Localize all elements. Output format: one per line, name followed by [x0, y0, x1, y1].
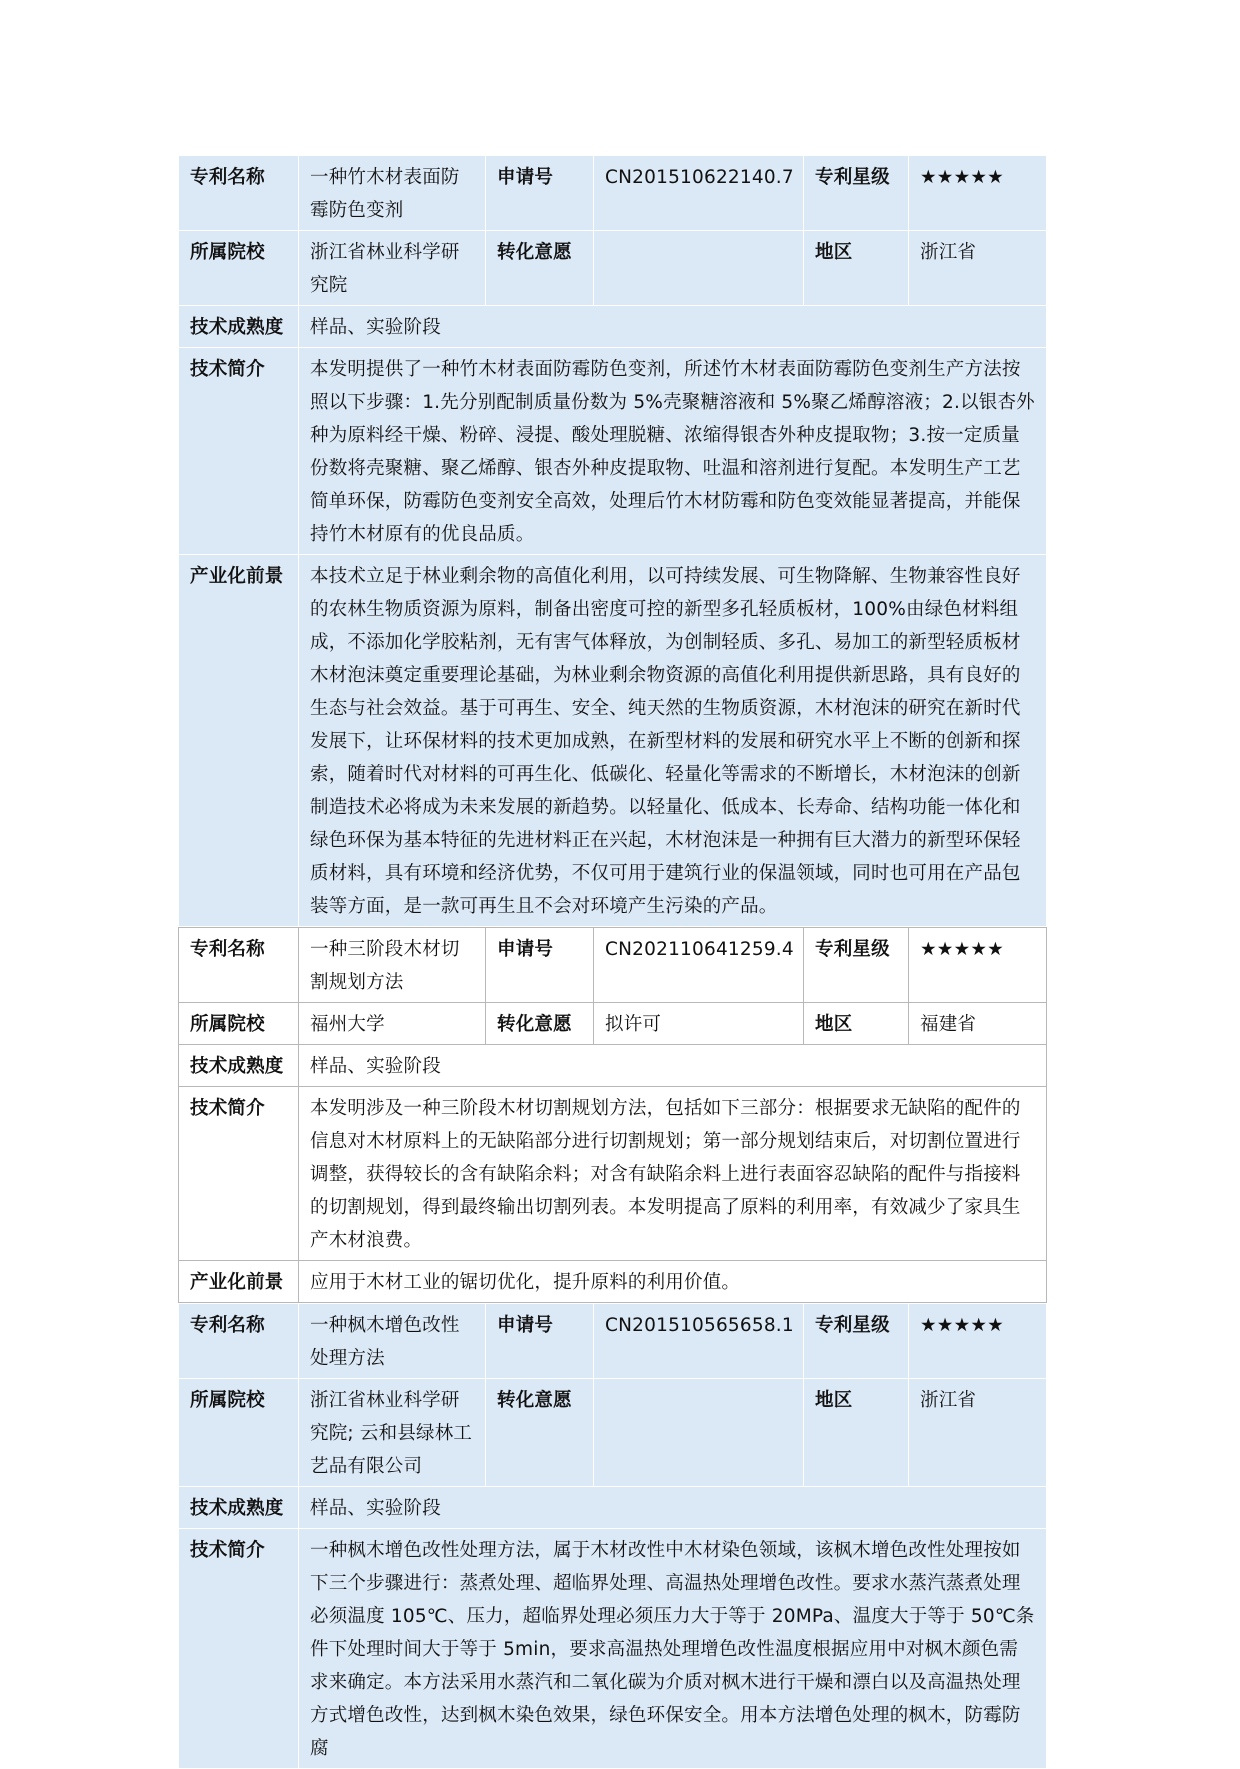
label-transfer-intent: 转化意愿: [486, 1003, 594, 1045]
patent-row-school: [179, 1379, 1047, 1487]
summary: 本发明涉及一种三阶段木材切割规划方法，包括如下三部分：根据要求无缺陷的配件的信息对木材原料上的无缺陷部分进行切割规划；第一部分规划结束后，对切割位置进行调整，获得较长的含有缺陷余料；对含有缺陷余料上进行表面容忍缺陷的配件与指接料的切割规划，得到最终输出切割列表。本发明提高了原料的利用率，有效减少了家具生产木材浪费。: [299, 1087, 1047, 1261]
patent-card: [178, 1303, 1047, 1769]
label-transfer-intent: 转化意愿: [486, 231, 594, 306]
maturity: 样品、实验阶段: [299, 1045, 1047, 1087]
label-school: 所属院校: [179, 231, 299, 306]
patent-row-school: [179, 231, 1047, 306]
label-prospect: 产业化前景: [179, 555, 299, 927]
label-patent-name: 专利名称: [179, 928, 299, 1003]
region: 福建省: [909, 1003, 1047, 1045]
label-summary: 技术简介: [179, 1087, 299, 1261]
application-number: CN202110641259.4: [594, 928, 804, 1003]
summary: 本发明提供了一种竹木材表面防霉防色变剂，所述竹木材表面防霉防色变剂生产方法按照以下步骤：1.先分别配制质量份数为 5%壳聚糖溶液和 5%聚乙烯醇溶液；2.以银杏外种为原料经干燥、粉碎、浸提、酸处理脱糖、浓缩得银杏外种皮提取物；3.按一定质量份数将壳聚糖、聚乙烯醇、银杏外种皮提取物、吐温和溶剂进行复配。本发明生产工艺简单环保，防霉防色变剂安全高效，处理后竹木材防霉和防色变效能显著提高，并能保持竹木材原有的优良品质。: [299, 348, 1047, 555]
patent-card: [178, 927, 1047, 1303]
patent-row-maturity: [179, 1045, 1047, 1087]
label-patent-star: 专利星级: [804, 928, 909, 1003]
patent-row-school: [179, 1003, 1047, 1045]
school: 浙江省林业科学研究院; 云和县绿林工艺品有限公司: [299, 1379, 486, 1487]
label-summary: 技术简介: [179, 1529, 299, 1769]
patent-star-rating: ★★★★★: [909, 156, 1047, 231]
label-school: 所属院校: [179, 1003, 299, 1045]
label-transfer-intent: 转化意愿: [486, 1379, 594, 1487]
label-patent-name: 专利名称: [179, 1304, 299, 1379]
label-summary: 技术简介: [179, 348, 299, 555]
patent-row-maturity: [179, 306, 1047, 348]
patent-row-summary: [179, 1529, 1047, 1769]
label-application-number: 申请号: [486, 1304, 594, 1379]
summary: 一种枫木增色改性处理方法，属于木材改性中木材染色领域，该枫木增色改性处理按如下三个步骤进行：蒸煮处理、超临界处理、高温热处理增色改性。要求水蒸汽蒸煮处理必须温度 105℃、压力，超临界处理必须压力大于等于 20MPa、温度大于等于 50℃条件下处理时间大于等于 5min，要求高温热处理增色改性温度根据应用中对枫木颜色需求来确定。本方法采用水蒸汽和二氧化碳为介质对枫木进行干燥和漂白以及高温热处理方式增色改性，达到枫木染色效果，绿色环保安全。用本方法增色处理的枫木，防霉防腐: [299, 1529, 1047, 1769]
label-maturity: 技术成熟度: [179, 1045, 299, 1087]
maturity: 样品、实验阶段: [299, 306, 1047, 348]
patent-row-name: [179, 156, 1047, 231]
patent-star-rating: ★★★★★: [909, 1304, 1047, 1379]
application-number: CN201510565658.1: [594, 1304, 804, 1379]
label-maturity: 技术成熟度: [179, 1487, 299, 1529]
patent-row-maturity: [179, 1487, 1047, 1529]
prospect: 应用于木材工业的锯切优化，提升原料的利用价值。: [299, 1261, 1047, 1303]
label-patent-star: 专利星级: [804, 1304, 909, 1379]
label-school: 所属院校: [179, 1379, 299, 1487]
school: 浙江省林业科学研究院: [299, 231, 486, 306]
patent-star-rating: ★★★★★: [909, 928, 1047, 1003]
school: 福州大学: [299, 1003, 486, 1045]
patent-row-name: [179, 1304, 1047, 1379]
label-maturity: 技术成熟度: [179, 306, 299, 348]
label-prospect: 产业化前景: [179, 1261, 299, 1303]
patent-name: 一种竹木材表面防霉防色变剂: [299, 156, 486, 231]
patent-row-prospect: [179, 1261, 1047, 1303]
transfer-intent: [594, 231, 804, 306]
patent-row-summary: [179, 348, 1047, 555]
maturity: 样品、实验阶段: [299, 1487, 1047, 1529]
patent-document: [178, 155, 1046, 1769]
prospect: 本技术立足于林业剩余物的高值化利用，以可持续发展、可生物降解、生物兼容性良好的农林生物质资源为原料，制备出密度可控的新型多孔轻质板材，100%由绿色材料组成，不添加化学胶粘剂，无有害气体释放，为创制轻质、多孔、易加工的新型轻质板材木材泡沫奠定重要理论基础，为林业剩余物资源的高值化利用提供新思路，具有良好的生态与社会效益。基于可再生、安全、纯天然的生物质资源，木材泡沫的研究在新时代发展下，让环保材料的技术更加成熟，在新型材料的发展和研究水平上不断的创新和探索，随着时代对材料的可再生化、低碳化、轻量化等需求的不断增长，木材泡沫的创新制造技术必将成为未来发展的新趋势。以轻量化、低成本、长寿命、结构功能一体化和绿色环保为基本特征的先进材料正在兴起，木材泡沫是一种拥有巨大潜力的新型环保轻质材料，具有环境和经济优势，不仅可用于建筑行业的保温领域，同时也可用在产品包装等方面，是一款可再生且不会对环境产生污染的产品。: [299, 555, 1047, 927]
patent-name: 一种三阶段木材切割规划方法: [299, 928, 486, 1003]
transfer-intent: 拟许可: [594, 1003, 804, 1045]
label-region: 地区: [804, 1379, 909, 1487]
patent-row-summary: [179, 1087, 1047, 1261]
label-patent-star: 专利星级: [804, 156, 909, 231]
region: 浙江省: [909, 1379, 1047, 1487]
patent-card: [178, 155, 1047, 927]
label-application-number: 申请号: [486, 928, 594, 1003]
application-number: CN201510622140.7: [594, 156, 804, 231]
label-region: 地区: [804, 231, 909, 306]
patent-row-prospect: [179, 555, 1047, 927]
patent-name: 一种枫木增色改性处理方法: [299, 1304, 486, 1379]
region: 浙江省: [909, 231, 1047, 306]
label-patent-name: 专利名称: [179, 156, 299, 231]
label-region: 地区: [804, 1003, 909, 1045]
patent-row-name: [179, 928, 1047, 1003]
transfer-intent: [594, 1379, 804, 1487]
label-application-number: 申请号: [486, 156, 594, 231]
